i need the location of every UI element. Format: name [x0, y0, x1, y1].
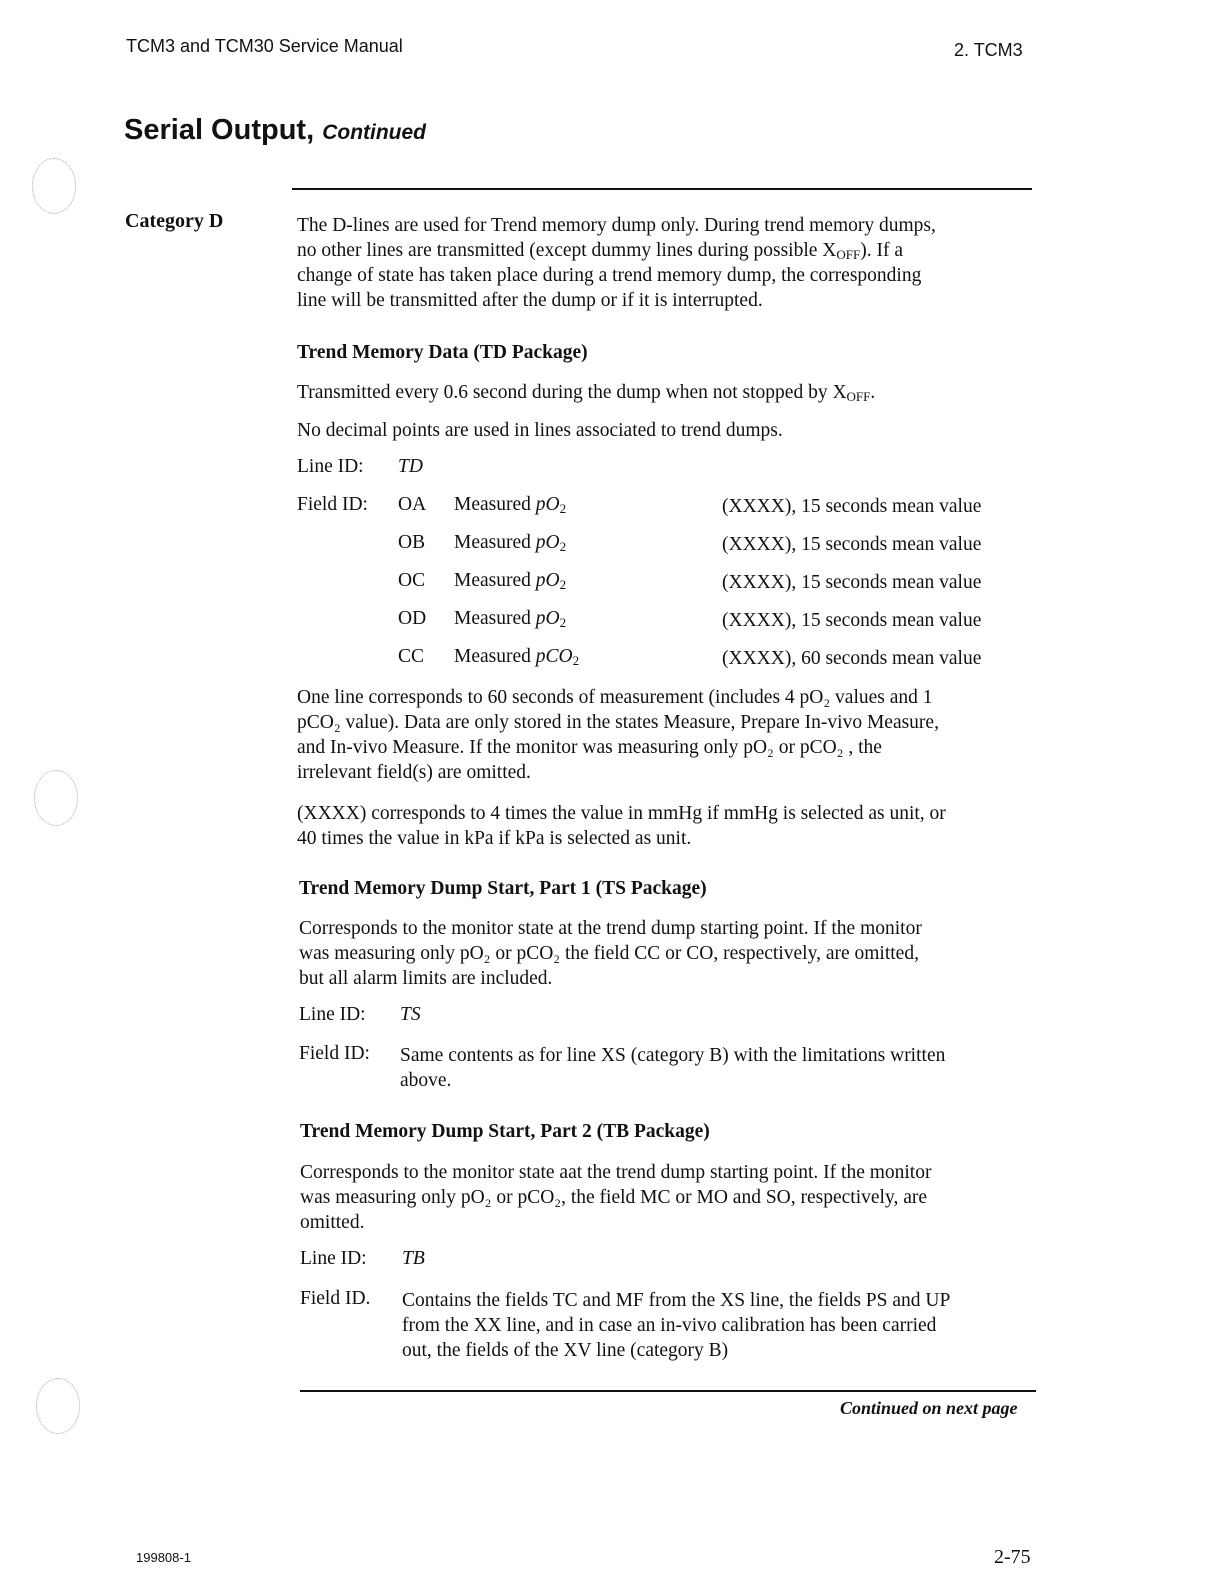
- field-desc: Measured $pO_2$: [454, 532, 567, 554]
- header-manual-title: TCM3 and TCM30 Service Manual: [126, 36, 403, 56]
- field-value: (XXXX), 60 seconds mean value: [722, 648, 982, 669]
- field-value: (XXXX), 15 seconds mean value: [722, 610, 982, 631]
- ts-description-paragraph: Corresponds to the monitor state at the trend dump starting point. If the monitor was measuring only pO₂ or pCO₂ the field CC or CO, respectively, are omitted, but all alarm limits are included.: [299, 918, 922, 989]
- intro-paragraph: [297, 213, 1037, 313]
- td-heading: Trend Memory Data (TD Package): [297, 342, 588, 363]
- document-number: 199808-1: [136, 1550, 191, 1565]
- intro-line-2: no other lines are transmitted (except dummy lines during possible $X_{OFF}$). If a: [297, 240, 904, 262]
- section-label: Category D: [125, 210, 224, 232]
- field-value: (XXXX), 15 seconds mean value: [722, 496, 982, 517]
- tb-heading: Trend Memory Dump Start, Part 2 (TB Package): [300, 1121, 710, 1142]
- field-value: (XXXX), 15 seconds mean value: [722, 572, 982, 593]
- td-line-id-value: TD: [398, 456, 423, 477]
- tb-line-id-label: Line ID:: [300, 1248, 367, 1269]
- continued-note: Continued on next page: [840, 1398, 1018, 1418]
- field-code: OC: [398, 570, 426, 591]
- punch-hole-bottom: [36, 1378, 80, 1434]
- punch-hole-middle: [34, 770, 78, 826]
- tb-field-id-label: Field ID.: [300, 1288, 371, 1309]
- ts-line-id-value: TS: [400, 1004, 421, 1025]
- field-code: OD: [398, 608, 427, 629]
- td-transmit-text: Transmitted every 0.6 second during the dump when not stopped by $X_{OFF}$.: [297, 382, 876, 404]
- field-code: OB: [398, 532, 426, 553]
- td-decimal-text: No decimal points are used in lines associated to trend dumps.: [297, 420, 783, 441]
- td-field-id-label: Field ID:: [297, 494, 368, 515]
- field-value: (XXXX), 15 seconds mean value: [722, 534, 982, 555]
- ts-line-id-label: Line ID:: [299, 1004, 366, 1025]
- punch-hole-top: [32, 158, 76, 214]
- field-desc: Measured pCO$_2$: [454, 646, 580, 668]
- ts-field-text: Same contents as for line XS (category B) with the limitations written above.: [400, 1045, 946, 1091]
- field-code: OA: [398, 494, 427, 515]
- td-description-paragraph: One line corresponds to 60 seconds of measurement (includes 4 pO₂ values and 1 pCO₂ value). Data are only stored in the states Measure, Prepare In-vivo Measure, and In-vivo Measure. If the monitor was measuring only pO₂ or pCO₂ , the irrelevant field(s) are omitted.: [297, 687, 939, 783]
- intro-line-1: The D-lines are used for Trend memory dump only. During trend memory dumps,: [297, 215, 936, 236]
- title-main: Serial Output,: [124, 114, 315, 146]
- td-value-scale-paragraph: (XXXX) corresponds to 4 times the value in mmHg if mmHg is selected as unit, or 40 times the value in kPa if kPa is selected as unit.: [297, 803, 946, 849]
- page-title: [124, 114, 426, 147]
- tb-field-text: Contains the fields TC and MF from the XS line, the fields PS and UP from the XX line, and in case an in-vivo calibration has been carried out, the fields of the XV line (category B): [402, 1290, 951, 1361]
- ts-heading: Trend Memory Dump Start, Part 1 (TS Package): [299, 878, 707, 899]
- ts-field-id-label: Field ID:: [299, 1043, 370, 1064]
- top-divider: [292, 188, 1032, 190]
- header-chapter: 2. TCM3: [954, 40, 1023, 60]
- field-desc: Measured $pO_2$: [454, 494, 567, 516]
- td-line-id-label: Line ID:: [297, 456, 364, 477]
- bottom-divider: [300, 1390, 1036, 1392]
- page-number: 2-75: [994, 1546, 1031, 1568]
- tb-description-paragraph: Corresponds to the monitor state aat the trend dump starting point. If the monitor was measuring only pO₂ or pCO₂, the field MC or MO and SO, respectively, are omitted.: [300, 1162, 932, 1233]
- intro-line-4: line will be transmitted after the dump or if it is interrupted.: [297, 290, 763, 311]
- tb-line-id-value: TB: [402, 1248, 425, 1269]
- intro-line-3: change of state has taken place during a trend memory dump, the corresponding: [297, 265, 922, 286]
- field-desc: Measured $pO_2$: [454, 570, 567, 592]
- field-desc: Measured $pO_2$: [454, 608, 567, 630]
- field-code: CC: [398, 646, 425, 667]
- title-continued: Continued: [322, 121, 427, 144]
